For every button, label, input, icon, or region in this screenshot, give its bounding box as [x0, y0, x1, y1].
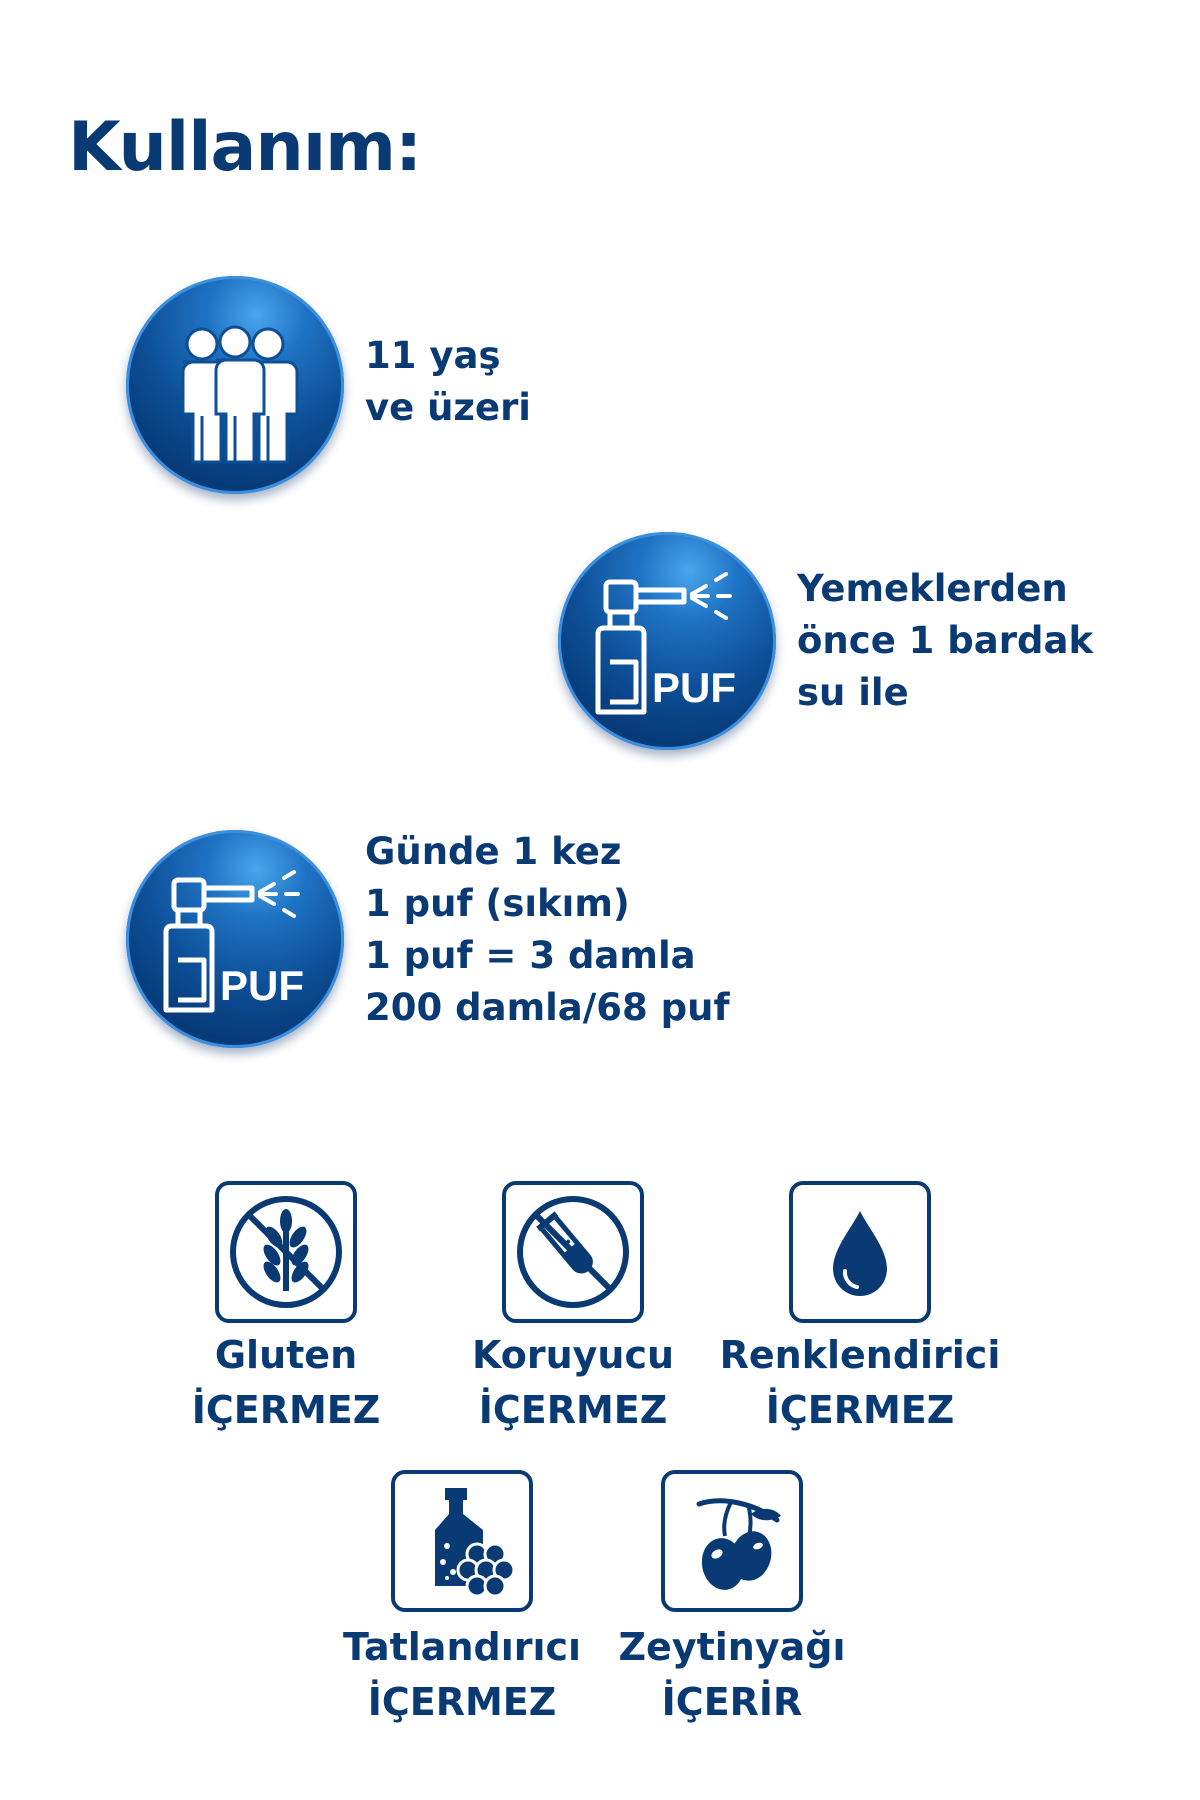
olive-name: Zeytinyağı [618, 1625, 846, 1669]
gluten-name: Gluten [214, 1333, 358, 1377]
spray-bottle-icon [558, 532, 776, 750]
dose-line-4: 200 damla/68 puf [365, 986, 730, 1029]
olive-label [592, 1620, 872, 1730]
age-line-2: ve üzeri [365, 386, 531, 429]
olive-icon [665, 1474, 799, 1608]
preservative-badge [502, 1181, 644, 1323]
page-title: Kullanım: [68, 108, 422, 187]
dose-text [365, 826, 730, 1034]
olive-status: İÇERİR [661, 1680, 803, 1724]
timing-line-2: önce 1 bardak [797, 619, 1094, 662]
age-line-1: 11 yaş [365, 334, 501, 377]
water-drop-icon [793, 1185, 927, 1319]
sweetener-bottle-icon [395, 1474, 529, 1608]
timing-circle [558, 532, 776, 750]
puf-badge-text: PUF [220, 962, 304, 1009]
dose-line-1: Günde 1 kez [365, 830, 622, 873]
gluten-status: İÇERMEZ [191, 1388, 381, 1432]
age-circle [126, 276, 344, 494]
dose-line-2: 1 puf (sıkım) [365, 882, 630, 925]
sweetener-label [322, 1620, 602, 1730]
colorant-name: Renklendirici [719, 1333, 1001, 1377]
people-group-icon [126, 276, 344, 494]
gluten-free-icon [219, 1185, 353, 1319]
sweetener-badge [391, 1470, 533, 1612]
dose-circle [126, 830, 344, 1048]
timing-text [797, 563, 1093, 719]
no-preservative-icon [506, 1185, 640, 1319]
preservative-status: İÇERMEZ [478, 1388, 668, 1432]
gluten-badge [215, 1181, 357, 1323]
spray-bottle-icon [126, 830, 344, 1048]
sweetener-status: İÇERMEZ [367, 1680, 557, 1724]
age-text [365, 330, 531, 434]
colorant-label [700, 1328, 1020, 1438]
olive-badge [661, 1470, 803, 1612]
dose-line-3: 1 puf = 3 damla [365, 934, 696, 977]
colorant-badge [789, 1181, 931, 1323]
timing-line-1: Yemeklerden [797, 567, 1068, 610]
preservative-name: Koruyucu [471, 1333, 675, 1377]
sweetener-name: Tatlandırıcı [342, 1625, 582, 1669]
preservative-label [432, 1328, 714, 1438]
timing-line-3: su ile [797, 671, 909, 714]
gluten-label [145, 1328, 427, 1438]
colorant-status: İÇERMEZ [765, 1388, 955, 1432]
puf-badge-text: PUF [652, 664, 736, 711]
